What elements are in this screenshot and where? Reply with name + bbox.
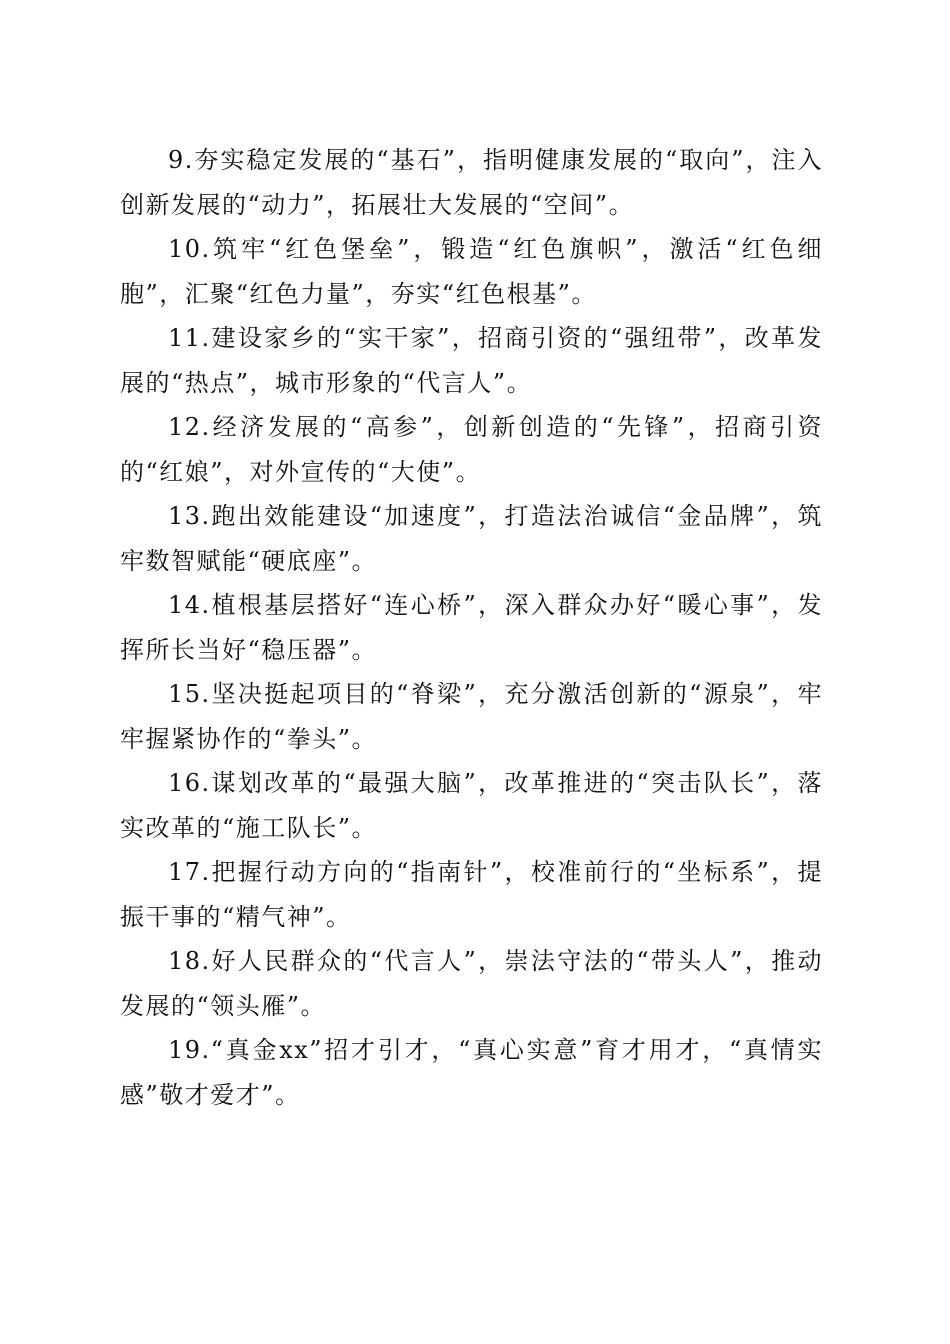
paragraph-item-10: 10.筑牢“红色堡垒”，锻造“红色旗帜”，激活“红色细胞”，汇聚“红色力量”，夯实“红色根基”。 <box>120 235 823 308</box>
paragraph-item-17: 17.把握行动方向的“指南针”，校准前行的“坐标系”，提振干事的“精气神”。 <box>120 858 823 931</box>
paragraph-item-14: 14.植根基层搭好“连心桥”，深入群众办好“暖心事”，发挥所长当好“稳压器”。 <box>120 591 823 664</box>
paragraph-item-16: 16.谋划改革的“最强大脑”，改革推进的“突击队长”，落实改革的“施工队长”。 <box>120 769 823 842</box>
paragraph-item-12: 12.经济发展的“高参”，创新创造的“先锋”，招商引资的“红娘”，对外宣传的“大使”。 <box>120 413 823 486</box>
paragraph-item-11: 11.建设家乡的“实干家”，招商引资的“强纽带”，改革发展的“热点”，城市形象的“代言人”。 <box>120 324 823 397</box>
paragraph-item-19: 19.“真金xx”招才引才，“真心实意”育才用才，“真情实感”敬才爱才”。 <box>120 1036 823 1109</box>
paragraph-item-18: 18.好人民群众的“代言人”，崇法守法的“带头人”，推动发展的“领头雁”。 <box>120 947 823 1020</box>
document-body <box>120 138 823 1117</box>
paragraph-item-13: 13.跑出效能建设“加速度”，打造法治诚信“金品牌”，筑牢数智赋能“硬底座”。 <box>120 502 823 575</box>
paragraph-item-15: 15.坚决挺起项目的“脊梁”，充分激活创新的“源泉”，牢牢握紧协作的“拳头”。 <box>120 680 823 753</box>
paragraph-item-9: 9.夯实稳定发展的“基石”，指明健康发展的“取向”，注入创新发展的“动力”，拓展壮大发展的“空间”。 <box>120 146 823 219</box>
